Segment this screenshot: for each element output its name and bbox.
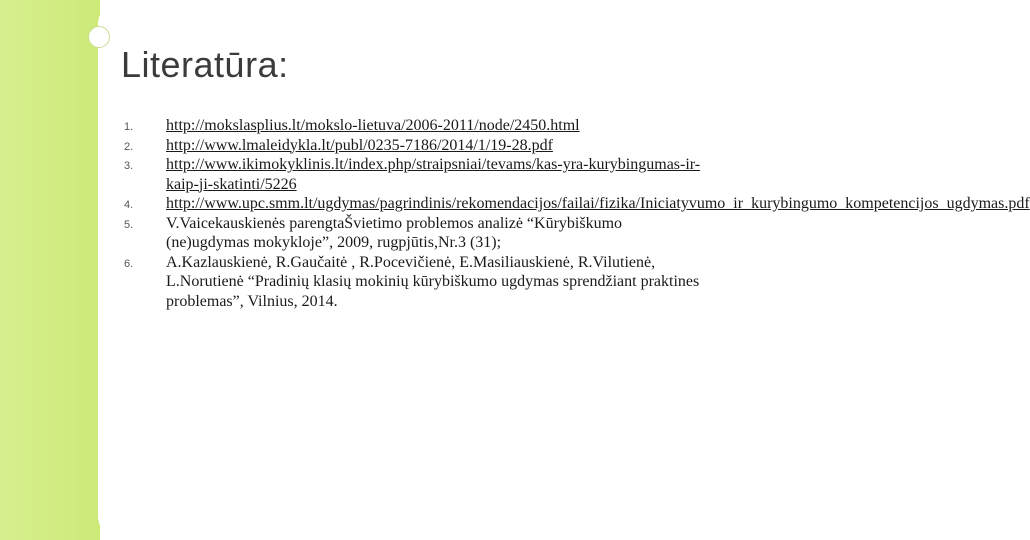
- reference-text-5: V.Vaicekauskienės parengtaŠvietimo problemos analizė “Kūrybiškumo (ne)ugdymas mokykloje”, 2009, rugpjūtis,Nr.3 (31);: [166, 214, 623, 251]
- reference-list: [124, 116, 1030, 311]
- reference-item-2: [124, 136, 704, 156]
- list-number: 3.: [124, 160, 134, 172]
- list-number: 6.: [124, 257, 134, 270]
- reference-text-6: A.Kazlauskienė, R.Gaučaitė , R.Pocevičienė, E.Masiliauskienė, R.Vilutienė, L.Norutienė “Pradinių klasių mokinių kūrybiškumo ugdymas sprendžiant praktines problemas”, Vilnius, 2014.: [166, 253, 700, 310]
- slide-title: Literatūra:: [121, 44, 289, 85]
- reference-link-3[interactable]: http://www.ikimokyklinis.lt/index.php/straipsniai/tevams/kas-yra-kurybingumas-ir-kaip-ji-skatinti/5226: [166, 156, 701, 193]
- reference-link-2[interactable]: http://www.lmaleidykla.lt/publ/0235-7186/2014/1/19-28.pdf: [166, 136, 553, 154]
- list-number: 2.: [124, 140, 134, 153]
- reference-item-6: [124, 253, 704, 312]
- reference-item-5: [124, 214, 704, 253]
- left-accent-band: [0, 0, 100, 540]
- reference-item-3: [124, 155, 704, 194]
- list-number: 5.: [124, 218, 134, 231]
- reference-link-4[interactable]: http://www.upc.smm.lt/ugdymas/pagrindinis/rekomendacijos/failai/fizika/Iniciatyvumo_ir_kurybingumo_kompetencijos_ugdymas.pdf: [166, 195, 1030, 212]
- reference-link-1[interactable]: http://mokslasplius.lt/mokslo-lietuva/2006-2011/node/2450.html: [166, 117, 580, 134]
- reference-item-1: [124, 116, 704, 136]
- list-number: 4.: [124, 199, 134, 211]
- decorative-ring: [88, 26, 110, 48]
- reference-item-4: [124, 194, 1030, 214]
- list-number: 1.: [124, 121, 134, 133]
